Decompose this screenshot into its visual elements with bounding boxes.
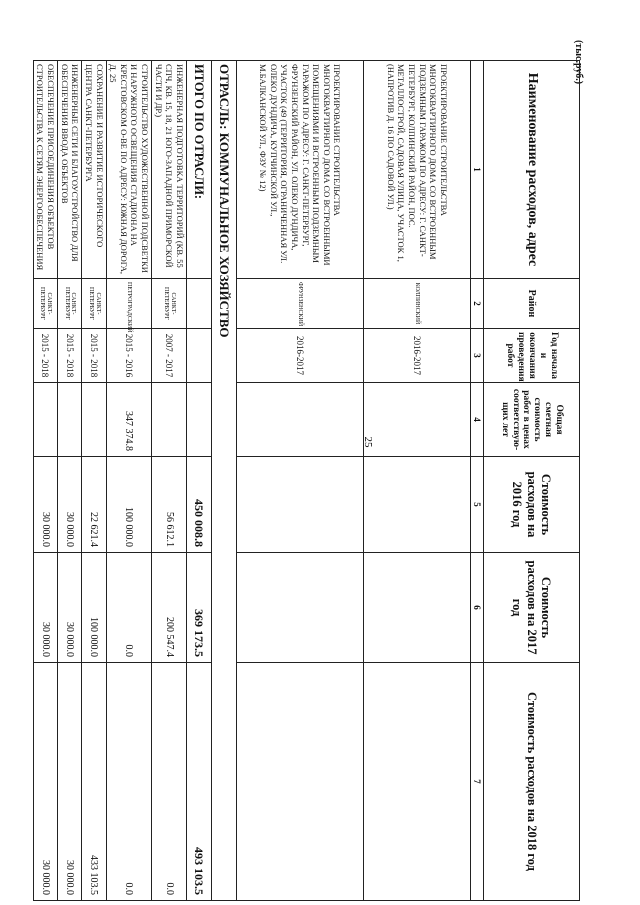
row-district: САНКТ-ПЕТЕРБУРГ xyxy=(33,279,57,329)
row-district: ПЕТРОГРАДСКИЙ xyxy=(106,279,152,329)
col-num: 6 xyxy=(471,553,484,663)
row-name: СОХРАНЕНИЕ И РАЗВИТИЕ ИСТОРИЧЕСКОГО ЦЕНТРА САНКТ-ПЕТЕРБУРГА xyxy=(82,61,106,279)
col-num: 1 xyxy=(471,61,484,279)
total-empty xyxy=(187,329,212,383)
row-name: ИНЖЕНЕРНЫЕ СЕТИ И БЛАГОУСТРОЙСТВО ДЛЯ ОБЕСПЕЧЕНИЯ ВВОДА ОБЪЕКТОВ xyxy=(58,61,82,279)
total-row xyxy=(187,61,212,901)
header-2017: Стоимость расходов на 2017 год xyxy=(484,553,580,663)
total-2017: 369 173.5 xyxy=(187,553,212,663)
row-2016: 56 612.1 xyxy=(152,457,187,553)
header-2016: Стоимость расходов на 2016 год xyxy=(484,457,580,553)
row-2017: 200 547.4 xyxy=(152,553,187,663)
row-2018: 0.0 xyxy=(152,663,187,901)
total-empty xyxy=(187,279,212,329)
row-2018: 433 103.5 xyxy=(82,663,106,901)
page-number: 25 xyxy=(362,436,374,448)
row-district: САНКТ-ПЕТЕРБУРГ xyxy=(152,279,187,329)
section-row xyxy=(212,61,237,901)
row-2018: 30 000.0 xyxy=(33,663,57,901)
row-name: СТРОИТЕЛЬСТВО ХУДОЖЕСТВЕННОЙ ПОДСВЕТКИ И НАРУЖНОГО ОСВЕЩЕНИЯ СТАДИОНА НА КРЕСТОВСКОМ О-ВЕ ПО АДРЕСУ: ЮЖНАЯ ДОРОГА, Д. 25 xyxy=(106,61,152,279)
table-row xyxy=(364,61,471,901)
row-total-cost: 347 374.8 xyxy=(106,383,152,457)
row-district: САНКТ-ПЕТЕРБУРГ xyxy=(82,279,106,329)
row-total-cost xyxy=(82,383,106,457)
row-2017: 30 000.0 xyxy=(58,553,82,663)
col-num: 5 xyxy=(471,457,484,553)
row-name: ПРОЕКТИРОВАНИЕ СТРОИТЕЛЬСТВА МНОГОКВАРТИРНОГО ДОМА СО ВСТРОЕННЫМ ПОДЗЕМНЫМ ГАРАЖОМ ПО АДРЕСУ: Г. САНКТ-ПЕТЕРБУРГ, КОЛПИНСКИЙ РАЙОН, ПОС. МЕТАЛЛОСТРОЙ, САДОВАЯ УЛИЦА, УЧАСТОК 1, (НАПРОТИВ Д. 16 ПО САДОВОЙ УЛ.) xyxy=(364,61,471,279)
total-empty xyxy=(187,383,212,457)
col-num: 7 xyxy=(471,663,484,901)
row-2016: 22 621.4 xyxy=(82,457,106,553)
row-2017 xyxy=(237,553,364,663)
table-row xyxy=(58,61,82,901)
expense-table xyxy=(33,60,580,901)
header-district: Район xyxy=(484,279,580,329)
row-years: 2015 - 2016 xyxy=(106,329,152,383)
rotated-page xyxy=(33,60,580,900)
total-label: ИТОГО ПО ОТРАСЛИ: xyxy=(187,61,212,279)
section-title: ОТРАСЛЬ: КОММУНАЛЬНОЕ ХОЗЯЙСТВО xyxy=(212,61,237,901)
row-years: 2015 - 2018 xyxy=(58,329,82,383)
total-2018: 493 103.5 xyxy=(187,663,212,901)
row-2016: 30 000.0 xyxy=(58,457,82,553)
column-number-row xyxy=(471,61,484,901)
row-2018: 0.0 xyxy=(106,663,152,901)
table-row xyxy=(152,61,187,901)
header-name: Наименование расходов, адрес xyxy=(484,61,580,279)
col-num: 3 xyxy=(471,329,484,383)
row-2017: 0.0 xyxy=(106,553,152,663)
row-total-cost xyxy=(58,383,82,457)
table-row xyxy=(33,61,57,901)
row-district: ФРУНЗЕНСКИЙ xyxy=(237,279,364,329)
col-num: 2 xyxy=(471,279,484,329)
header-years: Год начала и окончания проведения работ xyxy=(484,329,580,383)
row-total-cost xyxy=(237,383,364,457)
row-name: ОБЕСПЕЧЕНИЕ ПРИСОЕДИНЕНИЯ ОБЪЕКТОВ СТРОИТЕЛЬСТВА К СЕТЯМ ЭНЕРГООБЕСПЕЧЕНИЯ xyxy=(33,61,57,279)
row-2017: 100 000.0 xyxy=(82,553,106,663)
row-years: 2007 - 2017 xyxy=(152,329,187,383)
row-district: САНКТ-ПЕТЕРБУРГ xyxy=(58,279,82,329)
total-2016: 450 008.8 xyxy=(187,457,212,553)
row-2016 xyxy=(364,457,471,553)
table-row xyxy=(82,61,106,901)
row-2017: 30 000.0 xyxy=(33,553,57,663)
row-years: 2016-2017 xyxy=(237,329,364,383)
row-total-cost xyxy=(33,383,57,457)
row-district: КОЛПИНСКИЙ xyxy=(364,279,471,329)
row-2018 xyxy=(364,663,471,901)
table-row xyxy=(106,61,152,901)
header-2018: Стоимость расходов на 2018 год xyxy=(484,663,580,901)
row-years: 2015 - 2018 xyxy=(82,329,106,383)
row-2016: 100 000.0 xyxy=(106,457,152,553)
row-total-cost xyxy=(364,383,471,457)
row-years: 2015 - 2018 xyxy=(33,329,57,383)
row-2016: 30 000.0 xyxy=(33,457,57,553)
table-row xyxy=(237,61,364,901)
row-name: ПРОЕКТИРОВАНИЕ СТРОИТЕЛЬСТВА МНОГОКВАРТИРНОГО ДОМА СО ВСТРОЕННЫМИ ПОМЕЩЕНИЯМИ И ВСТРОЕННЫМ ПОДЗЕМНЫМ ГАРАЖОМ ПО АДРЕСУ: Г. САНКТ-ПЕТЕРБУРГ, ФРУНЗЕНСКИЙ РАЙОН, УЛ. ОЛЕКО ДУНДИЧА, УЧАСТОК (49 (ТЕРРИТОРИЯ, ОГРАНИЧЕННАЯ УЛ. ОЛЕКО ДУНДИЧА, КУПЧИНСКОЙ УЛ., М.БАЛКАНСКОЙ УЛ., ФЗУ № 12) xyxy=(237,61,364,279)
header-total-cost: Общая сметная стоимость работ в ценах соответствую-щих лет xyxy=(484,383,580,457)
unit-label: (тыс.руб.) xyxy=(573,40,584,85)
row-2018: 30 000.0 xyxy=(58,663,82,901)
row-2016 xyxy=(237,457,364,553)
col-num: 4 xyxy=(471,383,484,457)
row-2017 xyxy=(364,553,471,663)
header-row xyxy=(484,61,580,901)
row-name: ИНЖЕНЕРНАЯ ПОДГОТОВКА ТЕРРИТОРИЙ (КВ. 55 СПЧ, КВ. 15, 18, 21 ЮГО-ЗАПАДНОЙ ПРИМОРСКОЙ ЧАСТИ И ДР.) xyxy=(152,61,187,279)
row-total-cost xyxy=(152,383,187,457)
row-2018 xyxy=(237,663,364,901)
row-years: 2016-2017 xyxy=(364,329,471,383)
